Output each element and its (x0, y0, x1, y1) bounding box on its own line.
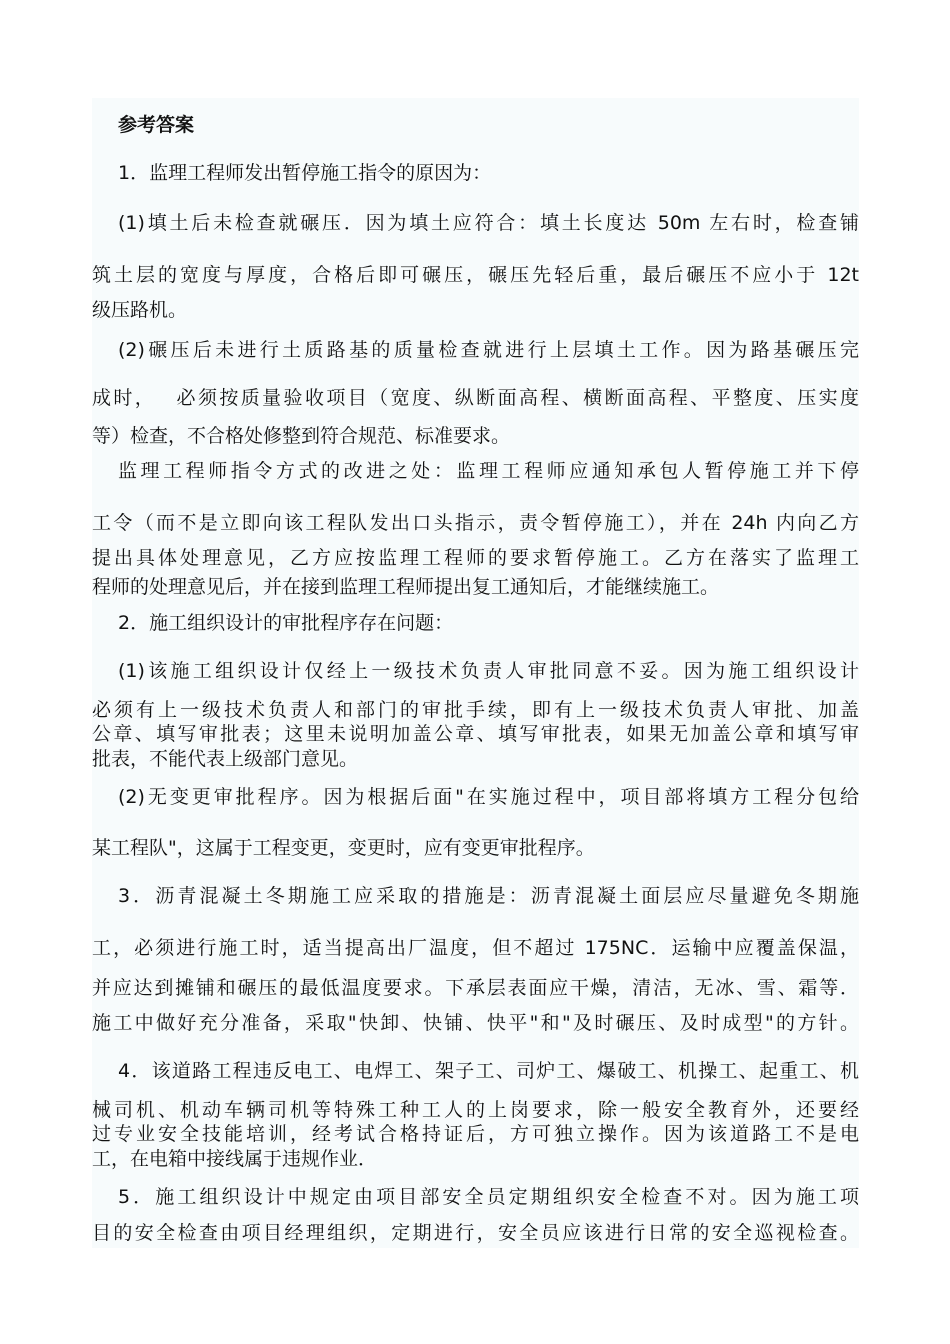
answer-line: 工令（而不是立即向该工程队发出口头指示，责令暂停施工），并在 24h 内向乙方 (92, 512, 859, 534)
answer-line: (2)无变更审批程序。因为根据后面"在实施过程中，项目部将填方工程分包给 (118, 786, 859, 808)
answer-line: 级压路机。 (92, 299, 188, 321)
answer-line: 目的安全检查由项目经理组织，定期进行，安全员应该进行日常的安全巡视检查。 (92, 1222, 859, 1244)
answer-line: 工，必须进行施工时，适当提高出厂温度，但不超过 175NC．运输中应覆盖保温， (92, 937, 859, 959)
answer-line: 械司机、机动车辆司机等特殊工种工人的上岗要求，除一般安全教育外，还要经 (92, 1099, 859, 1121)
answer-line: 必须有上一级技术负责人和部门的审批手续，即有上一级技术负责人审批、加盖 (92, 699, 859, 721)
answer-line: (1)该施工组织设计仅经上一级技术负责人审批同意不妥。因为施工组织设计 (118, 660, 859, 682)
answer-line: (2)碾压后未进行土质路基的质量检查就进行上层填土工作。因为路基碾压完 (118, 339, 859, 361)
answer-line: 5．施工组织设计中规定由项目部安全员定期组织安全检查不对。因为施工项 (118, 1186, 859, 1208)
answer-line: 提出具体处理意见，乙方应按监理工程师的要求暂停施工。乙方在落实了监理工 (92, 547, 859, 569)
answer-line: 某工程队"，这属于工程变更，变更时，应有变更审批程序。 (92, 837, 595, 859)
answer-line: 等）检查，不合格处修整到符合规范、标准要求。 (92, 425, 511, 447)
answer-line: 程师的处理意见后，并在接到监理工程师提出复工通知后，才能继续施工。 (92, 576, 720, 598)
answer-line: 2．施工组织设计的审批程序存在问题： (118, 612, 454, 634)
answer-line: 成时， 必须按质量验收项目（宽度、纵断面高程、横断面高程、平整度、压实度 (92, 387, 859, 409)
answer-line: 批表，不能代表上级部门意见。 (92, 748, 359, 770)
answer-line: 1．监理工程师发出暂停施工指令的原因为： (118, 162, 492, 184)
answer-line: 工，在电箱中接线属于违规作业． (92, 1148, 378, 1170)
answer-line: 监理工程师指令方式的改进之处：监理工程师应通知承包人暂停施工并下停 (118, 460, 859, 482)
answer-line: 过专业安全技能培训，经考试合格持证后，方可独立操作。因为该道路工不是电 (92, 1123, 859, 1145)
answer-line: 并应达到摊铺和碾压的最低温度要求。下承层表面应干燥，清洁，无冰、雪、霜等． (92, 977, 859, 999)
answer-line: 施工中做好充分准备，采取"快卸、快铺、快平"和"及时碾压、及时成型"的方针。 (92, 1012, 859, 1034)
answer-line: 公章、填写审批表；这里未说明加盖公章、填写审批表，如果无加盖公章和填写审 (92, 723, 859, 745)
answer-line: 4．该道路工程违反电工、电焊工、架子工、司炉工、爆破工、机操工、起重工、机 (118, 1060, 859, 1082)
answer-line: 3．沥青混凝土冬期施工应采取的措施是：沥青混凝土面层应尽量避免冬期施 (118, 885, 859, 907)
answer-line: 筑土层的宽度与厚度，合格后即可碾压，碾压先轻后重，最后碾压不应小于 12t (92, 264, 859, 286)
answer-line: (1)填土后未检查就碾压．因为填土应符合：填土长度达 50m 左右时，检查铺 (118, 212, 859, 234)
answer-title: 参考答案 (118, 114, 195, 136)
